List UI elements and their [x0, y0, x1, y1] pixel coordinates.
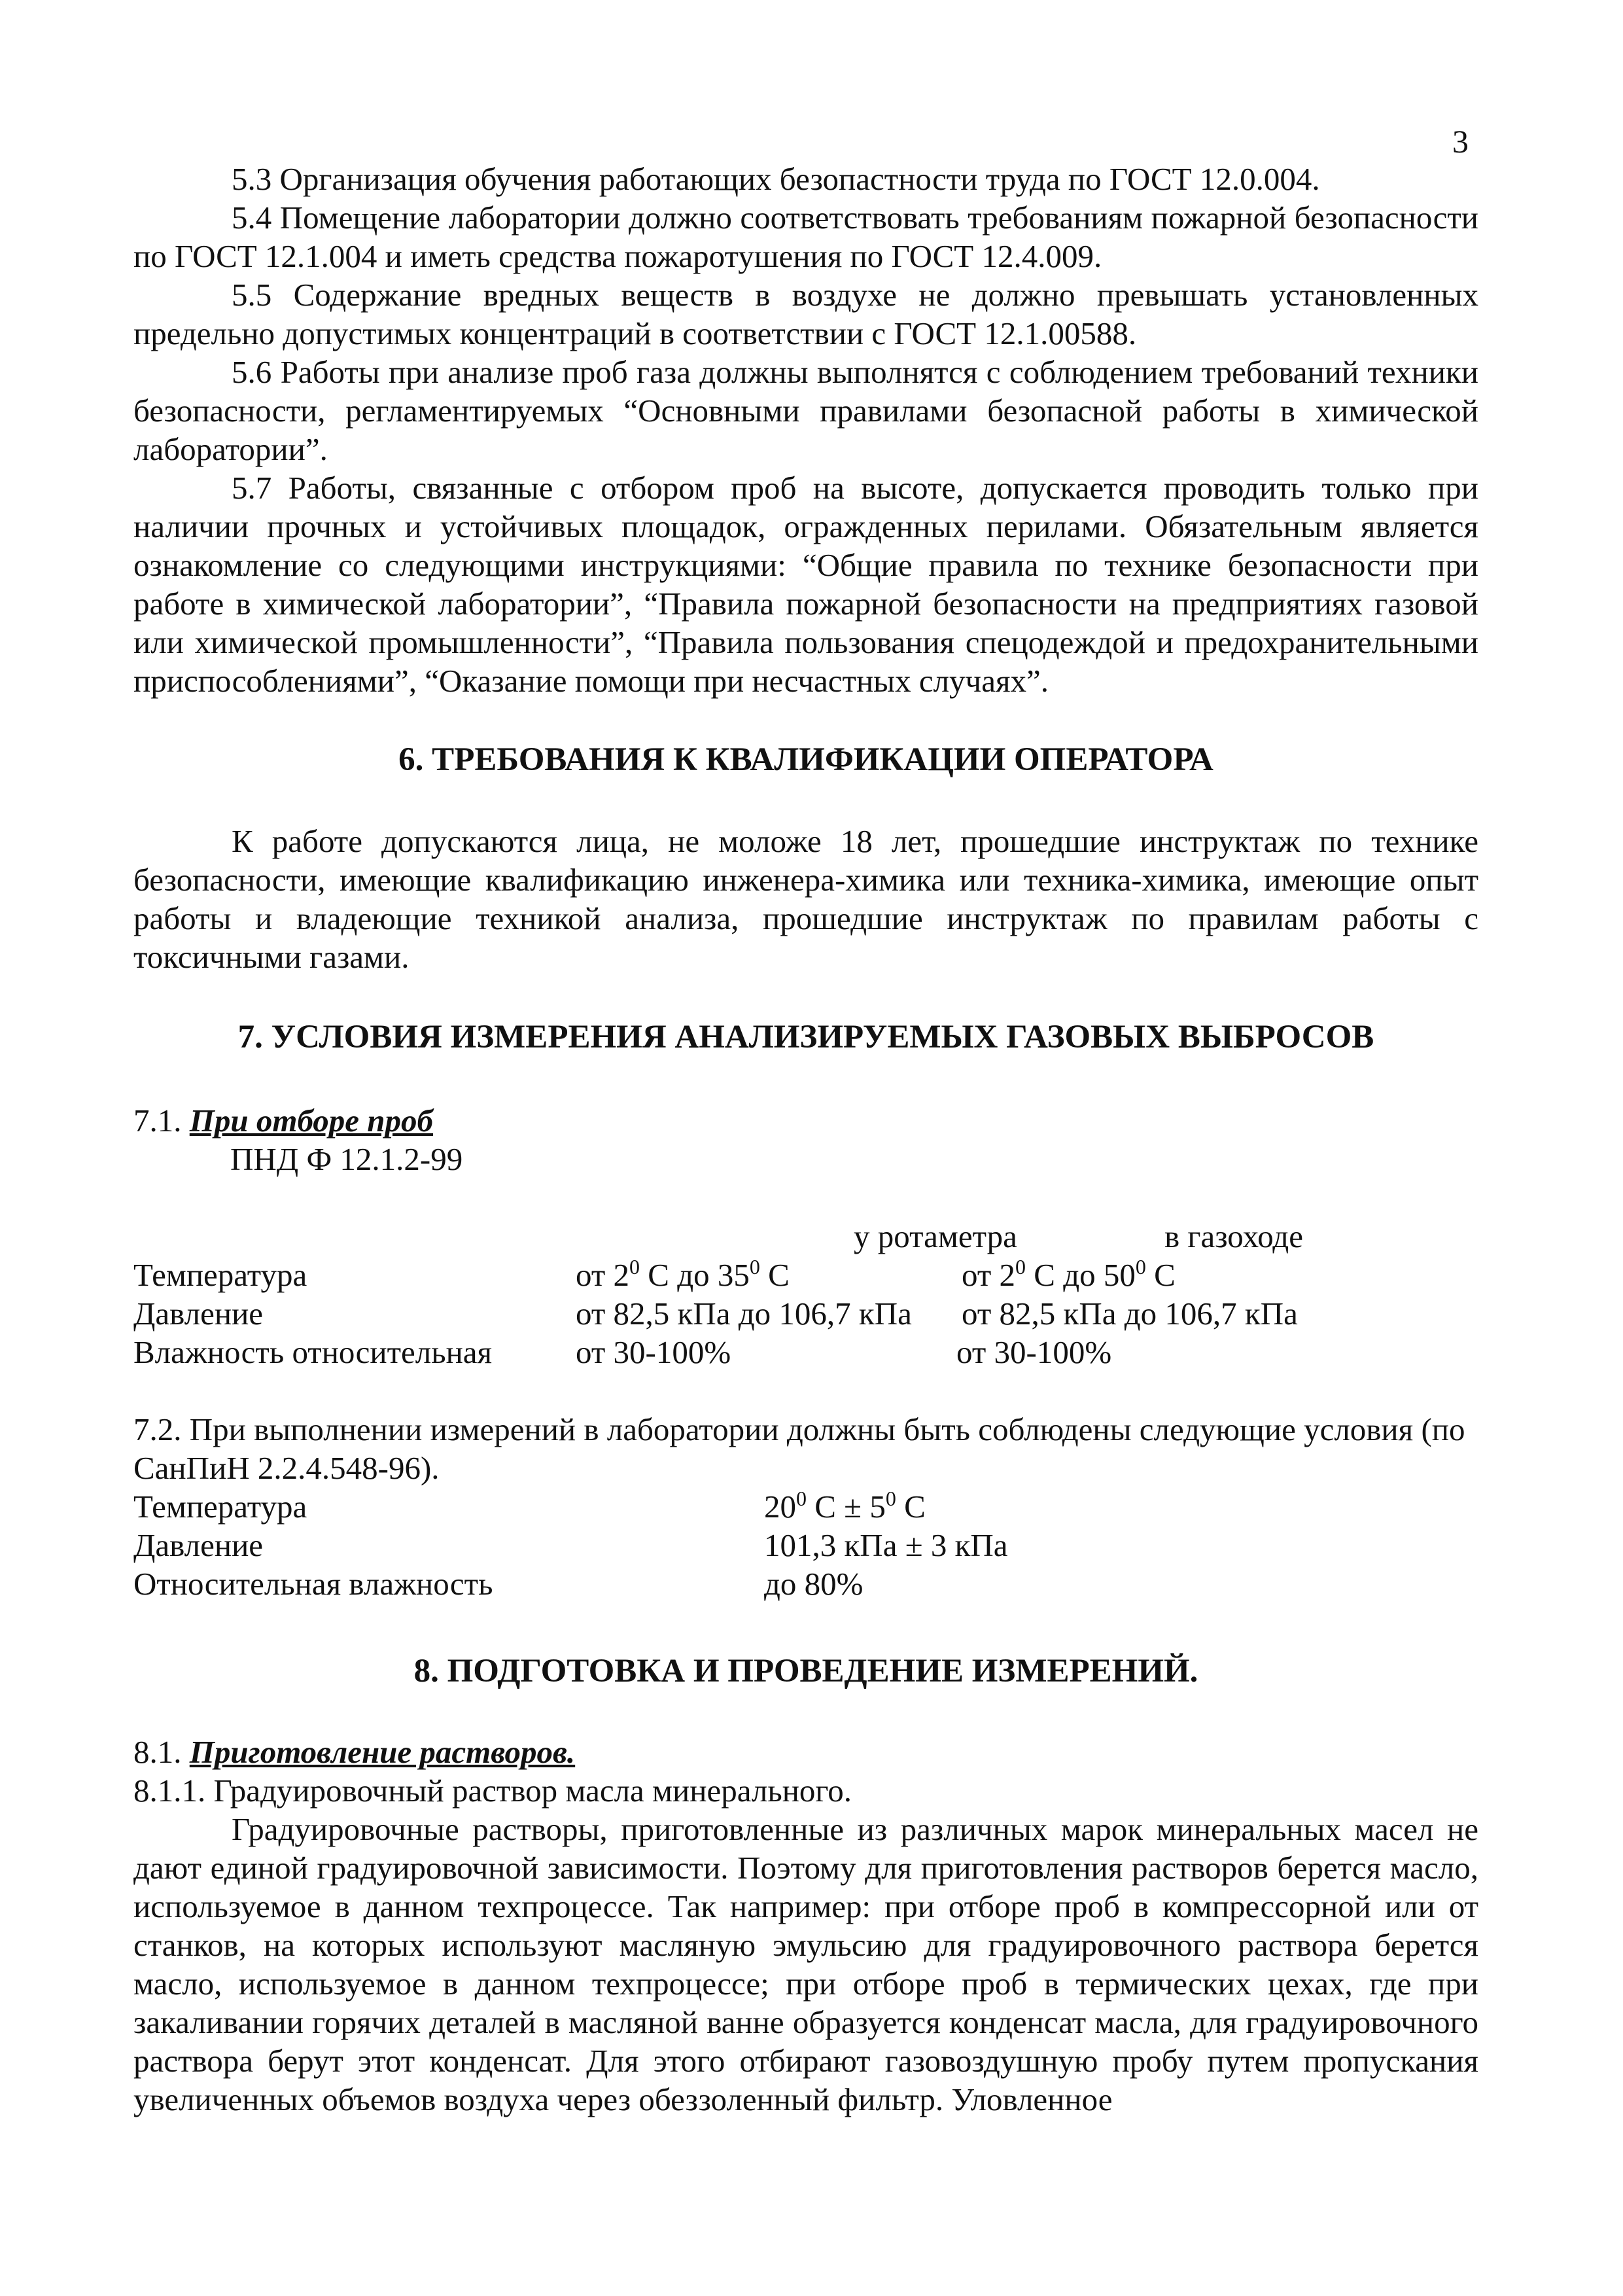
temperature-gas-duct: от $2^0$ С до $50^0$ С [962, 1255, 1176, 1293]
temperature-rotameter: от $2^0$ С до $35^0$ С [576, 1255, 790, 1293]
section-7-heading: 7. УСЛОВИЯ ИЗМЕРЕНИЯ АНАЛИЗИРУЕМЫХ ГАЗОВЫХ ВЫБРОСОВ [237, 1019, 1374, 1055]
paragraph-5-7: 5.7 Работы, связанные с отбором проб на высоте, допускается проводить только при наличии прочных и устойчивых площадок, огражденных перилами. Обязательным является ознакомление со следующими инструкциями: “Общие правила по технике безопасности при работе в химической лаборатории”, “Правила пожарной безопасности на предприятиях газовой или химической промышленности”, “Правила пользования спецодеждой и предохранительными приспособлениями”, “Оказание помощи при несчастных случаях”. [133, 470, 1478, 699]
subsection-8-1 [133, 1733, 575, 1771]
column-header-rotameter: у ротаметра [854, 1218, 1017, 1254]
subsection-7-1-number: 7.1. [133, 1103, 182, 1139]
subsection-8-1-title: Приготовление растворов. [189, 1734, 576, 1770]
row-label-temperature: Температура [133, 1257, 307, 1293]
subsection-8-1-number: 8.1. [133, 1734, 182, 1770]
subsection-8-1-1: 8.1.1. Градуировочный раствор масла минерального. [133, 1773, 852, 1809]
pressure-gas-duct: от 82,5 кПа до 106,7 кПа [962, 1296, 1298, 1332]
humidity-rotameter: от 30-100% [576, 1334, 731, 1370]
condition-value-temperature: $20^0$ $С \pm 5^0$ С [764, 1487, 926, 1525]
column-header-gas-duct: в газоходе [1164, 1218, 1303, 1254]
condition-value-humidity: до 80% [764, 1566, 864, 1602]
section-8-heading: 8. ПОДГОТОВКА И ПРОВЕДЕНИЕ ИЗМЕРЕНИЙ. [413, 1653, 1198, 1689]
section-6-text: К работе допускаются лица, не моложе 18 лет, прошедшие инструктаж по технике безопасности, имеющие квалификацию инженера-химика или техника-химика, имеющие опыт работы и владеющие техникой анализа, прошедшие инструктаж по правилам работы с токсичными газами. [133, 823, 1478, 975]
humidity-gas-duct: от 30-100% [956, 1334, 1112, 1370]
subsection-7-1-title: При отборе проб [189, 1103, 433, 1139]
paragraph-5-4: 5.4 Помещение лаборатории должно соответствовать требованиям пожарной безопасности по ГОСТ 12.1.004 и иметь средства пожаротушения по ГОСТ 12.4.009. [133, 200, 1478, 274]
condition-label-temperature: Температура [133, 1489, 307, 1525]
row-label-pressure: Давление [133, 1296, 264, 1332]
paragraph-5-6: 5.6 Работы при анализе проб газа должны выполнятся с соблюдением требований техники безопасности, регламентируемых “Основными правилами безопасной работы в химической лаборатории”. [133, 354, 1478, 467]
page-number: 3 [1452, 123, 1469, 160]
subsection-7-1 [133, 1101, 433, 1140]
section-8-text: Градуировочные растворы, приготовленные из различных марок минеральных масел не дают единой градуировочной зависимости. Поэтому для приготовления растворов берется масло, используемое в данном техпроцессе. Так например: при отборе проб в компрессорной или от станков, на которых используют масляную эмульсию для градуировочного раствора берется масло, используемое в данном техпроцессе; при отборе проб в термических цехах, где при закаливании горячих деталей в масляной ванне образуется конденсат масла, для градуировочного раствора берут этот конденсат. Для этого отбирают газовоздушную пробу путем пропускания увеличенных объемов воздуха через обеззоленный фильтр. Уловленное [133, 1811, 1478, 2117]
pressure-rotameter: от 82,5 кПа до 106,7 кПа [576, 1296, 912, 1332]
row-label-humidity: Влажность относительная [133, 1334, 493, 1370]
paragraph-5-5: 5.5 Содержание вредных веществ в воздухе не должно превышать установленных предельно допустимых концентраций в соответствии с ГОСТ 12.1.00588. [133, 277, 1478, 351]
paragraph-5-3: 5.3 Организация обучения работающих безопастности труда по ГОСТ 12.0.004. [232, 161, 1320, 197]
condition-label-pressure: Давление [133, 1527, 264, 1563]
standard-reference: ПНД Ф 12.1.2-99 [230, 1141, 463, 1177]
condition-value-pressure: 101,3 кПа ± 3 кПа [764, 1527, 1008, 1563]
section-6-heading: 6. ТРЕБОВАНИЯ К КВАЛИФИКАЦИИ ОПЕРАТОРА [398, 741, 1213, 778]
subsection-7-2-text: 7.2. При выполнении измерений в лаборатории должны быть соблюдены следующие условия (по СанПиН 2.2.4.548-96). [133, 1411, 1465, 1486]
condition-label-humidity: Относительная влажность [133, 1566, 493, 1602]
